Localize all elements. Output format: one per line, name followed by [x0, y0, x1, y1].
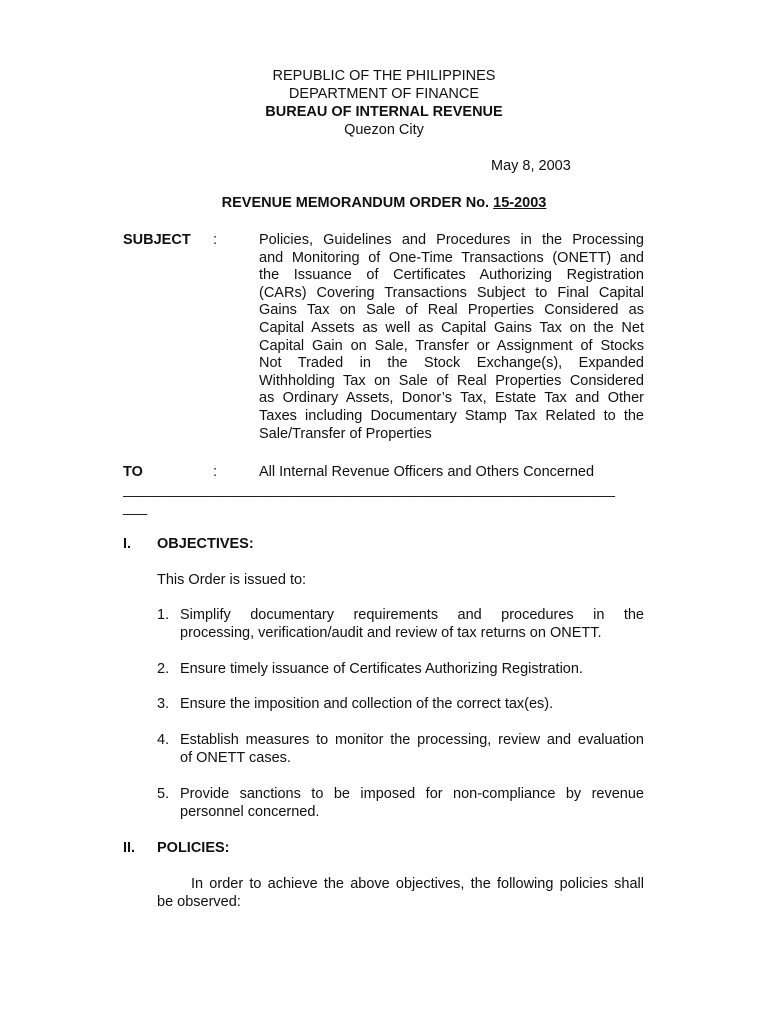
- subject-line: Policies, Guidelines and Procedures in the Processing: [259, 232, 644, 248]
- objective-line: of ONETT cases.: [180, 749, 291, 766]
- objective-text: [180, 696, 644, 714]
- subject-colon: :: [213, 232, 218, 248]
- objective-text: [180, 732, 644, 767]
- subject-line: Withholding Tax on Sale of Real Properties Considered: [259, 372, 644, 389]
- city-heading: Quezon City: [344, 122, 424, 138]
- to-value: All Internal Revenue Officers and Others Concerned: [259, 464, 595, 480]
- section1-numeral: I.: [123, 536, 132, 552]
- separator-line-short: ___: [123, 500, 148, 516]
- subject-line: as Ordinary Assets, Donor’s Tax, Estate Tax and Other: [259, 390, 644, 407]
- objective-line: Establish measures to monitor the processing, review and evaluation: [180, 732, 644, 748]
- objective-line: Ensure timely issuance of Certificates Authorizing Registration.: [180, 661, 583, 677]
- objective-number: 5.: [157, 786, 170, 802]
- separator-line: _____________________________________________________________: [123, 482, 615, 498]
- order-number: 15-2003: [493, 195, 547, 211]
- section1-intro: This Order is issued to:: [157, 572, 307, 588]
- objective-line: personnel concerned.: [180, 803, 320, 820]
- to-label: TO: [123, 464, 143, 480]
- objective-line: Ensure the imposition and collection of the correct tax(es).: [180, 696, 554, 712]
- objective-number: 3.: [157, 696, 170, 712]
- objective-line: Provide sanctions to be imposed for non-compliance by revenue: [180, 786, 644, 802]
- department-heading: DEPARTMENT OF FINANCE: [288, 86, 480, 102]
- objective-number: 1.: [157, 607, 170, 623]
- subject-line: Not Traded in the Stock Exchange(s), Expanded: [259, 355, 644, 372]
- bureau-heading: BUREAU OF INTERNAL REVENUE: [265, 104, 503, 120]
- subject-line: Gains Tax on Sale of Real Properties Considered as: [259, 302, 644, 319]
- subject-line: Capital Assets as well as Capital Gains Tax on the Net: [259, 319, 644, 336]
- subject-line: Sale/Transfer of Properties: [259, 425, 432, 442]
- subject-line: (CARs) Covering Transactions Subject to Final Capital: [259, 284, 644, 301]
- subject-line: Taxes including Documentary Stamp Tax Related to the: [259, 407, 644, 424]
- document-date: May 8, 2003: [491, 158, 571, 174]
- objective-text: [180, 607, 644, 642]
- order-title: [0, 195, 768, 211]
- section1-heading: OBJECTIVES:: [157, 536, 254, 552]
- objective-number: 2.: [157, 661, 170, 677]
- objective-line: processing, verification/audit and review of tax returns on ONETT.: [180, 624, 602, 641]
- subject-text: [259, 232, 644, 443]
- subject-line: Capital Gain on Sale, Transfer or Assignment of Stocks: [259, 337, 644, 354]
- paragraph-line: In order to achieve the above objectives, the following policies shall: [191, 876, 644, 892]
- republic-heading: REPUBLIC OF THE PHILIPPINES: [272, 68, 496, 84]
- objective-text: [180, 786, 644, 821]
- paragraph-line: be observed:: [157, 893, 241, 910]
- section2-numeral: II.: [123, 840, 136, 856]
- subject-line: and Monitoring of One-Time Transactions (ONETT) and: [259, 249, 644, 266]
- order-title-prefix: REVENUE MEMORANDUM ORDER No.: [221, 195, 494, 211]
- to-colon: :: [213, 464, 218, 480]
- section2-paragraph: [157, 876, 644, 911]
- section2-heading: POLICIES:: [157, 840, 230, 856]
- objective-line: Simplify documentary requirements and procedures in the: [180, 607, 644, 623]
- objective-number: 4.: [157, 732, 170, 748]
- subject-line: the Issuance of Certificates Authorizing Registration: [259, 267, 644, 284]
- subject-label: SUBJECT: [123, 232, 191, 248]
- objective-text: [180, 661, 644, 679]
